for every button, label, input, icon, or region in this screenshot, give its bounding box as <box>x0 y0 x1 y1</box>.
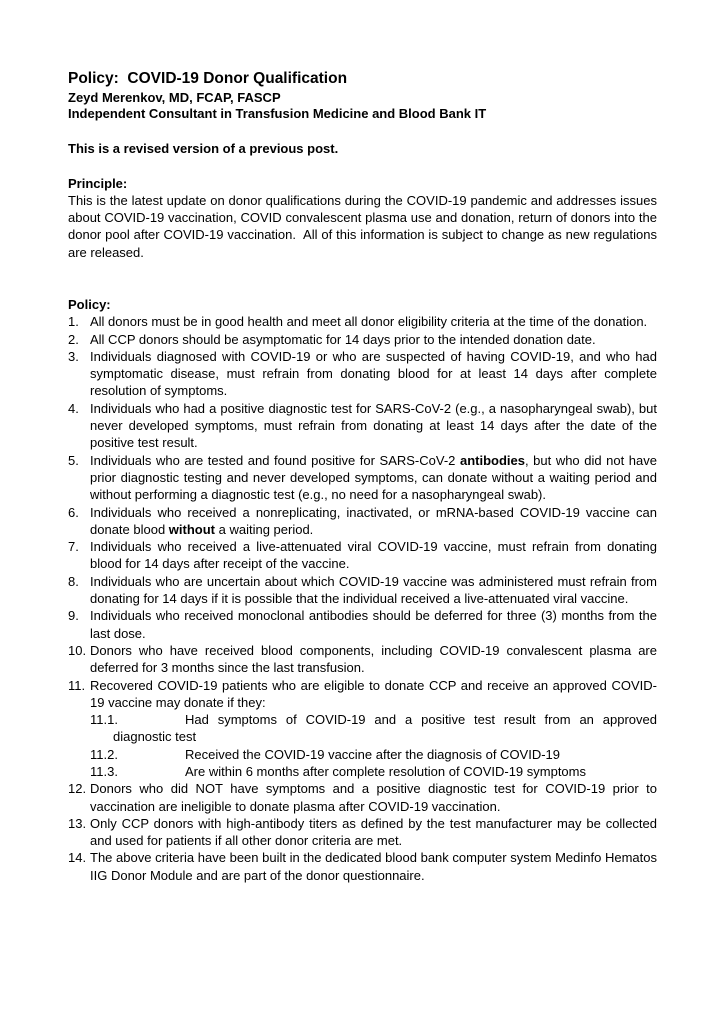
policy-item <box>68 607 657 642</box>
text-segment: Only CCP donors with high-antibody titers as defined by the test manufacturer may be collected and used for patients if all other donor criteria are met. <box>90 815 657 849</box>
policy-item-number: 10. <box>68 642 87 658</box>
policy-item <box>68 400 657 452</box>
policy-item-number: 13. <box>68 815 87 831</box>
policy-list <box>68 313 657 884</box>
policy-item-text <box>90 400 657 452</box>
policy-item-number: 2. <box>68 331 79 347</box>
policy-item-text <box>90 677 657 781</box>
text-segment: All CCP donors should be asymptomatic for 14 days prior to the intended donation date. <box>90 331 596 347</box>
policy-item-number: 4. <box>68 400 79 416</box>
policy-subitem <box>90 763 657 780</box>
policy-subitem <box>90 711 657 746</box>
policy-item <box>68 538 657 573</box>
text-segment: All donors must be in good health and meet all donor eligibility criteria at the time of the donation. <box>90 314 648 330</box>
policy-item-paragraph <box>90 400 657 452</box>
policy-item-text <box>90 607 657 642</box>
policy-item-text <box>90 452 657 504</box>
revision-note: This is a revised version of a previous post. <box>68 141 339 156</box>
author-role: Independent Consultant in Transfusion Medicine and Blood Bank IT <box>68 105 487 121</box>
policy-item-number: 6. <box>68 504 79 520</box>
policy-item-paragraph <box>90 815 657 850</box>
policy-subitem-text: Received the COVID-19 vaccine after the diagnosis of COVID-19 <box>185 746 561 762</box>
policy-item-paragraph <box>90 538 657 573</box>
policy-item <box>68 849 657 884</box>
bold-text-segment: antibodies <box>459 452 525 468</box>
policy-item-text <box>90 504 657 539</box>
text-segment: Individuals who received a live-attenuated viral COVID-19 vaccine, must refrain from donating blood for 14 days after receipt of the vaccine. <box>90 539 657 572</box>
policy-item-paragraph <box>90 313 657 330</box>
policy-subitem-number: 11.2. <box>90 746 118 762</box>
policy-subitem-text: Had symptoms of COVID-19 and a positive test result from an approved diagnostic test <box>113 712 657 745</box>
policy-subitem <box>90 746 657 763</box>
policy-item-text <box>90 573 657 608</box>
text-segment: Individuals who are tested and found positive for SARS-CoV-2 <box>90 452 460 468</box>
policy-item-text <box>90 780 657 815</box>
policy-item <box>68 677 657 781</box>
policy-heading: Policy: <box>68 296 111 312</box>
text-segment: Individuals who received a nonreplicating, inactivated, or mRNA-based COVID-19 vaccine can donate blood <box>90 504 657 537</box>
policy-item <box>68 452 657 504</box>
policy-item <box>68 815 657 850</box>
policy-item-paragraph <box>90 607 657 642</box>
policy-item-paragraph <box>90 573 657 608</box>
policy-subitem-number: 11.3. <box>90 764 118 779</box>
text-segment: Donors who did NOT have symptoms and a positive diagnostic test for COVID-19 prior to vaccination are ineligible to donate plasma after COVID-19 vaccination. <box>90 781 657 814</box>
policy-item-text <box>90 849 657 884</box>
policy-item-paragraph <box>90 348 657 400</box>
policy-item-number: 1. <box>68 314 79 330</box>
principle-text: This is the latest update on donor qualifications during the COVID-19 pandemic and addresses issues about COVID-19 vaccination, COVID convalescent plasma use and donation, return of donors into the donor pool after COVID-19 vaccination. All of this information is subject to change as new regulations are released. <box>68 192 657 260</box>
bold-text-segment: without <box>168 521 216 537</box>
policy-section <box>68 296 657 884</box>
text-segment: Individuals who are uncertain about which COVID-19 vaccine was administered must refrain from donating for 14 days if it is possible that the individual received a live-attenuated viral vaccine. <box>90 573 657 607</box>
policy-item <box>68 313 657 330</box>
policy-item-text <box>90 313 657 330</box>
policy-item-text <box>90 348 657 400</box>
document-header <box>68 69 657 121</box>
policy-item-paragraph <box>90 642 657 677</box>
author-name: Zeyd Merenkov, MD, FCAP, FASCP <box>68 90 281 105</box>
text-segment: Individuals diagnosed with COVID-19 or who are suspected of having COVID-19, and who had symptomatic disease, must refrain from donating blood for at least 14 days after complete resolution of symptoms. <box>90 348 657 399</box>
policy-item-number: 9. <box>68 608 79 624</box>
policy-item-paragraph <box>90 331 657 348</box>
policy-item-paragraph <box>90 849 657 884</box>
policy-item <box>68 573 657 608</box>
policy-item-paragraph <box>90 452 657 504</box>
policy-item <box>68 331 657 348</box>
policy-item-number: 11. <box>68 677 86 693</box>
policy-item-number: 5. <box>68 452 79 468</box>
page-title: Policy: COVID-19 Donor Qualification <box>68 70 348 87</box>
policy-item <box>68 348 657 400</box>
policy-item-paragraph <box>90 780 657 815</box>
text-segment: Donors who have received blood components, including COVID-19 convalescent plasma are deferred for 3 months since the last transfusion. <box>90 642 657 676</box>
text-segment: Individuals who had a positive diagnostic test for SARS-CoV-2 (e.g., a nasopharyngeal swab), but never developed symptoms, must refrain from donating at least 14 days after the date of the positive test result. <box>90 400 657 451</box>
policy-item-number: 8. <box>68 573 79 589</box>
policy-item <box>68 642 657 677</box>
policy-item <box>68 504 657 539</box>
policy-subitem-number: 11.1. <box>90 712 118 728</box>
principle-section <box>68 175 657 261</box>
text-segment: Recovered COVID-19 patients who are eligible to donate CCP and receive an approved COVID-19 vaccine may donate if they: <box>90 677 657 710</box>
text-segment: , but who did not have prior diagnostic testing and never developed symptoms, can donate without a waiting period and without performing a diagnostic test (e.g., no need for a nasopharyngeal swab). <box>90 452 657 503</box>
policy-item-text <box>90 815 657 850</box>
text-segment: a waiting period. <box>215 521 314 537</box>
text-segment: The above criteria have been built in the dedicated blood bank computer system Medinfo Hematos IIG Donor Module and are part of the donor questionnaire. <box>90 850 657 883</box>
principle-heading: Principle: <box>68 175 128 191</box>
policy-item-text <box>90 331 657 348</box>
policy-subitem-text: Are within 6 months after complete resolution of COVID-19 symptoms <box>185 764 586 779</box>
policy-item-paragraph <box>90 677 657 712</box>
policy-item-text <box>90 642 657 677</box>
policy-item-text <box>90 538 657 573</box>
policy-item-number: 12. <box>68 781 87 797</box>
policy-item-number: 3. <box>68 348 79 364</box>
policy-item-number: 7. <box>68 539 79 555</box>
text-segment: Individuals who received monoclonal antibodies should be deferred for three (3) months from the last dose. <box>90 608 657 641</box>
policy-item-paragraph <box>90 504 657 539</box>
policy-item <box>68 780 657 815</box>
policy-item-number: 14. <box>68 850 87 866</box>
